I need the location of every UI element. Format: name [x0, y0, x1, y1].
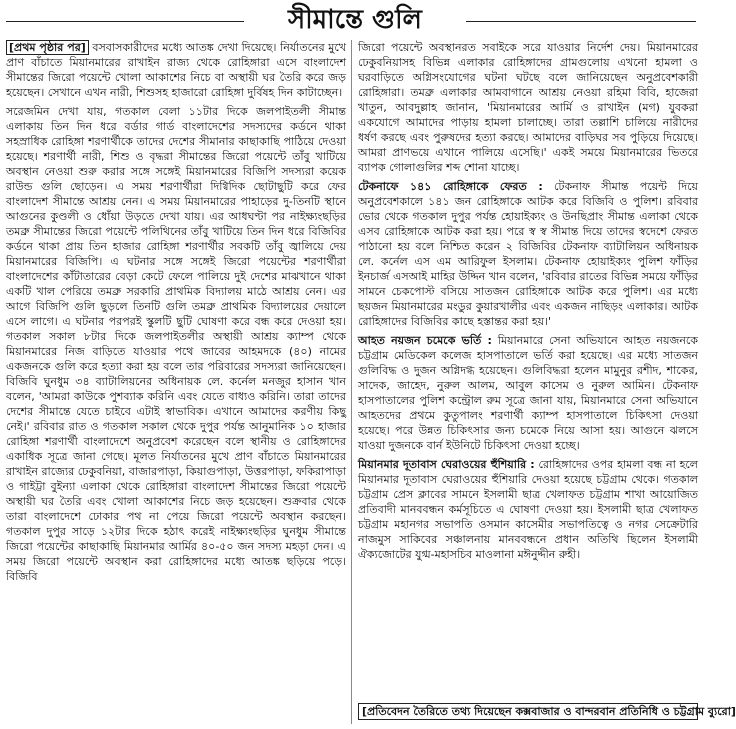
- article-column-right: [358, 40, 698, 724]
- headline-row: [0, 0, 702, 40]
- headline-rule-left: [6, 21, 244, 22]
- witness-paragraph: জিরো পয়েন্টে অবস্থানরত সবাইকে সরে যাওয়ার নির্দেশ দেয়। মিয়ানমারের ঢেকুবনিয়াসহ বিভিন্ন এলাকার রোহিঙ্গাদের গ্রামগুলোয় এখনো হামলা ও ঘরবাড়িতে অগ্নিসংযোগের ঘটনা ঘটছে বলে জানিয়েছেন অনুপ্রবেশকারী রোহিঙ্গারা। তমব্রু এলাকার আমবাগানে আশ্রয় নেওয়া রহিমা বিবি, হাজেরা খাতুন, আবদুল্লাহ জানান, 'মিয়ানমারের আর্মি ও রাখাইন (মগ) যুবকরা একযোগে আমাদের পাড়ায় হামলা চালাচ্ছে। তারা তল্লাশি চালিয়ে নারীদের ধর্ষণ করছে এবং পুরুষদের হত্যা করছে। আমাদের বাড়িঘর সব পুড়িয়ে দিয়েছে। আমরা প্রাণভয়ে এখানে পালিয়ে এসেছি।' একই সময়ে মিয়ানমারের ভিতরে ব্যাপক গোলাগুলির শব্দ শোনা যাচ্ছে।: [358, 41, 698, 174]
- column-divider: [351, 40, 352, 724]
- intro-paragraph: [6, 40, 346, 100]
- embassy-section: [358, 457, 698, 562]
- intro-text: বসবাসকারীদের মধ্যে আতঙ্ক দেখা দিয়েছে। নির্যাতনের মুখে প্রাণ বাঁচাতে মিয়ানমারের রাখাইন রাজ্য থেকে রোহিঙ্গারা এসে বাংলাদেশ সীমান্তের জিরো পয়েন্টে খোলা আকাশের নিচে বা অস্থায়ী ঘর তৈরি করে জড় হয়েছেন। সেখানে এখন নারী, শিশুসহ হাজারো রোহিঙ্গা দুর্বিষহ দিন কাটাচ্ছেন।: [6, 41, 346, 99]
- teknaf-subheading: টেকনাফে ১৪১ রোহিঙ্গাকে ফেরত :: [358, 180, 543, 193]
- report-credit: [প্রতিবেদন তৈরিতে তথ্য দিয়েছেন কক্সবাজার ও বান্দরবান প্রতিনিধি ও চট্টগ্রাম ব্যুরো]: [358, 703, 698, 720]
- teknaf-text: টেকনাফ সীমান্ত পয়েন্ট দিয়ে অনুপ্রবেশকালে ১৪১ জন রোহিঙ্গাকে আটক করে বিজিবি ও পুলিশ। রবিবার ভোর থেকে গতকাল দুপুর পর্যন্ত হোয়াইক্যং ও উনছিপ্রাং সীমান্ত এলাকা থেকে এসব রোহিঙ্গাকে আটক করা হয়। পরে স্ব স্ব সীমান্ত দিয়ে তাদের স্বদেশে ফেরত পাঠানো হয় বলে নিশ্চিত করেন ২ বিজিবির টেকনাফ ব্যাটালিয়ন অধিনায়ক লে. কর্নেল এস এম আরিফুল ইসলাম। টেকনাফ হোয়াইক্যং পুলিশ ফাঁড়ির ইনচার্জ এসআই মাহির উদ্দিন খান বলেন, 'রবিবার রাতের বিভিন্ন সময়ে ফাঁড়ির সামনে চেকপোস্ট বসিয়ে সাতজন রোহিঙ্গাকে আটক করে পুলিশ। এর মধ্যে ছয়জন মিয়ানমারের মংডুর কুয়ারখালীর এবং একজন নাছিড়ং এলাকার। আটক রোহিঙ্গাদের বিজিবির কাছে হস্তান্তর করা হয়।': [358, 180, 698, 328]
- field-report-paragraph: সরেজমিন দেখা যায়, গতকাল বেলা ১১টার দিকে জলপাইতলী সীমান্ত এলাকায় তিন দিন ধরে বর্ডার গার্ড বাংলাদেশের সদস্যদের কর্ডনে থাকা সহস্রাধিক রোহিঙ্গা শরণার্থীকে তাদের দেশের সীমানার কাছাকাছি পাঠিয়ে দেওয়া হয়েছে। শরণার্থী নারী, শিশু ও বৃদ্ধরা সীমান্তের জিরো পয়েন্টে তাঁবু খাটিয়ে অবস্থান নেওয়া শুরু করার সঙ্গে সঙ্গেই মিয়ানমারের বিজিপি সদস্যরা কয়েক রাউন্ড গুলি ছোড়েন। এ সময় শরণার্থীরা দিগ্বিদিক ছোটাছুটি করে ফের বাংলাদেশ সীমান্তে আশ্রয় নেন। এ সময় মিয়ানমারের পাহাড়ের দু-তিনটি স্থানে আগুনের কুণ্ডলী ও ধোঁয়া উড়তে দেখা যায়। এর আধঘণ্টা পর নাইক্ষ্যংছড়ির তমব্রু সীমান্তের জিরো পয়েন্টে পলিথিনের তাঁবু খাটিয়ে তিন দিন ধরে বিজিবির কর্ডনে থাকা প্রায় তিন হাজার রোহিঙ্গা শরণার্থীর সবকটি তাঁবু জ্বালিয়ে দেয় মিয়ানমারের বিজিপি। এ ঘটনার সঙ্গে সঙ্গেই জিরো পয়েন্টের শরণার্থীরা বাংলাদেশের কাঁটাতারের বেড়া কেটে ফেলে পালিয়ে দুই দেশের মাঝখানে থাকা একটি খাল পেরিয়ে তমব্রু সরকারি প্রাথমিক বিদ্যালয় মাঠে আশ্রয় নেন। এর আগে বিজিপি গুলি ছুড়লে তিনটি গুলি তমব্রু প্রাথমিক বিদ্যালয়ের দেয়ালে এসে লাগে। এ ঘটনার পরপরই স্কুলটি ছুটি ঘোষণা করে বন্ধ করে দেওয়া হয়। গতকাল সকাল ৮টার দিকে জলপাইতলীর অস্থায়ী আশ্রয় ক্যাম্প থেকে মিয়ানমারের নিজ বাড়িতে যাওয়ার পথে জাবের আহমদকে (৪০) নামের একজনকে গুলি করে হত্যা করা হয় বলে তার পরিবারের সদস্যরা জানিয়েছেন। বিজিবি ঘুনধুম ৩৪ ব্যাটালিয়নের অধিনায়ক লে. কর্নেল মনজুর হাসান খান বলেন, 'আমরা কাউকে পুশব্যাক করিনি এবং যেতে বাধ্যও করিনি। তারা তাদের দেশের সীমান্তে যেতে চাইবে এটাই স্বাভাবিক। এখানে আমাদের করণীয় কিছু নেই।' রবিবার রাত ও গতকাল সকাল থেকে দুপুর পর্যন্ত আনুমানিক ১০ হাজার রোহিঙ্গা শরণার্থী বাংলাদেশে অনুপ্রবেশ করেছেন বলে স্থানীয় ও রোহিঙ্গাদের একাধিক সূত্রে জানা গেছে। মূলত নির্যাতনের মুখে প্রাণ বাঁচাতে মিয়ানমারের রাখাইন রাজ্যের ঢেকুবনিয়া, বাজারপাড়া, কিয়াগুপাড়া, উত্তরপাড়া, ফকিরাপাড়া ও গাইট্টা বুইন্যা এলাকা থেকে রোহিঙ্গারা বাংলাদেশ সীমান্তের জিরো পয়েন্টে অস্থায়ী ঘর তৈরি এবং খোলা আকাশের নিচে জড় হয়েছেন। শুক্রবার থেকে তারা বাংলাদেশে ঢোকার পথ না পেয়ে জিরো পয়েন্টে অবস্থান করছেন। গতকাল দুপুর সাড়ে ১২টার দিকে হঠাৎ করেই নাইক্ষ্যংছড়ির ঘুনধুম সীমান্তে জিরো পয়েন্টের কাছাকাছি মিয়ানমার আর্মির ৪০-৫০ জন সদস্য মহড়া দেন। এ সময় জিরো পয়েন্টে অবস্থান করা রোহিঙ্গাদের মধ্যে আতঙ্ক ছড়িয়ে পড়ে। বিজিবি: [6, 105, 346, 583]
- headline-rule-right: [466, 21, 696, 22]
- injured-text: মিয়ানমারে সেনা অভিযানে আহত নয়জনকে চট্টগ্রাম মেডিকেল কলেজ হাসপাতালে ভর্তি করা হয়েছে। এর মধ্যে সাতজন গুলিবিদ্ধ ও দুজন অগ্নিদগ্ধ হয়েছেন। গুলিবিদ্ধরা হলেন মামুনুর রশীদ, শাকের, সাদেক, জাহেদ, নুরুল আলম, আবুল কাসেম ও নুরুল আমিন। টেকনাফ হাসপাতালের পুলিশ কন্ট্রোল রুম সূত্রে জানা যায়, মিয়ানমারে সেনা অভিযানে আহতদের প্রথমে কুতুপালং শরণার্থী ক্যাম্প হাসপাতালে চিকিৎসা দেওয়া হয়েছে। পরে উন্নত চিকিৎসার জন্য চমেকে নিয়ে আসা হয়। আগুনে ঝলসে যাওয়া দুজনকে বার্ন ইউনিটে চিকিৎসা দেওয়া হচ্ছে।: [358, 334, 699, 452]
- continuation-tag: [প্রথম পৃষ্ঠার পর]: [6, 40, 89, 55]
- article-column-left: [6, 40, 346, 724]
- injured-subheading: আহত নয়জন চমেকে ভর্তি :: [358, 334, 492, 347]
- teknaf-section: [358, 179, 698, 329]
- injured-section: [358, 333, 698, 453]
- embassy-subheading: মিয়ানমার দূতাবাস ঘেরাওয়ের হুঁশিয়ারি :: [358, 458, 535, 471]
- embassy-text: রোহিঙ্গাদের ওপর হামলা বন্ধ না হলে মিয়ানমার দূতাবাস ঘেরাওয়ের হুঁশিয়ারি দেওয়া হয়েছে চট্টগ্রাম থেকে। গতকাল চট্টগ্রাম প্রেস ক্লাবের সামনে ইসলামী ছাত্র খেলাফত চট্টগ্রাম শাখা আয়োজিত প্রতিবাদী মানববন্ধন কর্মসূচিতে এ ঘোষণা দেওয়া হয়। ইসলামী ছাত্র খেলাফত চট্টগ্রাম মহানগর সভাপতি ওসমান কাসেমীর সভাপতিত্বে ও নগর সেক্রেটারি নাজমুস সাকিবের সঞ্চালনায় মানববন্ধনে প্রধান অতিথি ছিলেন ইসলামী ঐক্যজোটের যুগ্ম-মহাসচিব মাওলানা মঈনুদ্দীন রুহী।: [358, 458, 698, 561]
- page-headline: সীমান্তে গুলি: [288, 5, 422, 35]
